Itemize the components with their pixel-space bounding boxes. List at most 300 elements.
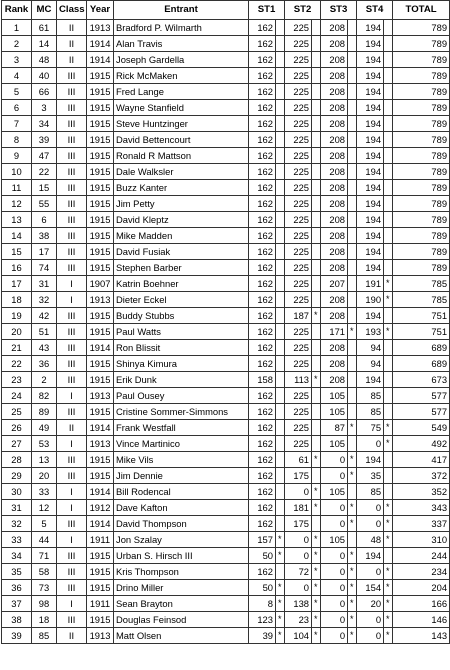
rank-cell: 34 xyxy=(2,548,32,564)
year-cell: 1915 xyxy=(87,452,114,468)
year-cell: 1915 xyxy=(87,244,114,260)
total-cell: 492 xyxy=(393,436,450,452)
st2-penalty-mark xyxy=(312,436,321,452)
mc-cell: 61 xyxy=(32,20,57,36)
table-row xyxy=(2,532,450,548)
st1-penalty-mark xyxy=(276,132,285,148)
st2-penalty-mark xyxy=(312,292,321,308)
table-row xyxy=(2,52,450,68)
rank-cell: 16 xyxy=(2,260,32,276)
st2-penalty-mark xyxy=(312,196,321,212)
rank-cell: 6 xyxy=(2,100,32,116)
rank-cell: 24 xyxy=(2,388,32,404)
st4-cell: 194 xyxy=(357,36,384,52)
entrant-cell: Jim Dennie xyxy=(114,468,249,484)
st2-penalty-mark xyxy=(312,516,321,532)
mc-cell: 6 xyxy=(32,212,57,228)
st2-cell: 23 xyxy=(285,612,312,628)
st1-cell: 162 xyxy=(249,564,276,580)
mc-cell: 51 xyxy=(32,324,57,340)
entrant-cell: Rick McMaken xyxy=(114,68,249,84)
st1-penalty-mark: * xyxy=(276,628,285,644)
st2-cell: 225 xyxy=(285,196,312,212)
rank-cell: 19 xyxy=(2,308,32,324)
entrant-cell: Matt Olsen xyxy=(114,628,249,644)
year-cell: 1915 xyxy=(87,308,114,324)
header-st1: ST1 xyxy=(249,1,285,20)
st4-cell: 85 xyxy=(357,484,384,500)
rank-cell: 39 xyxy=(2,628,32,644)
total-cell: 244 xyxy=(393,548,450,564)
total-cell: 143 xyxy=(393,628,450,644)
st3-penalty-mark: * xyxy=(348,628,357,644)
mc-cell: 82 xyxy=(32,388,57,404)
st3-cell: 0 xyxy=(321,596,348,612)
st1-cell: 162 xyxy=(249,148,276,164)
st4-cell: 194 xyxy=(357,244,384,260)
total-cell: 689 xyxy=(393,356,450,372)
st2-penalty-mark xyxy=(312,340,321,356)
st3-penalty-mark xyxy=(348,532,357,548)
st3-cell: 208 xyxy=(321,356,348,372)
st4-penalty-mark: * xyxy=(384,612,393,628)
class-cell: III xyxy=(57,372,87,388)
rank-cell: 38 xyxy=(2,612,32,628)
st4-penalty-mark xyxy=(384,228,393,244)
st4-penalty-mark xyxy=(384,52,393,68)
st3-cell: 208 xyxy=(321,36,348,52)
st1-cell: 162 xyxy=(249,260,276,276)
rank-cell: 27 xyxy=(2,436,32,452)
st1-penalty-mark: * xyxy=(276,548,285,564)
st1-cell: 162 xyxy=(249,324,276,340)
rank-cell: 21 xyxy=(2,340,32,356)
entrant-cell: Erik Dunk xyxy=(114,372,249,388)
st4-penalty-mark xyxy=(384,68,393,84)
total-cell: 577 xyxy=(393,404,450,420)
st4-penalty-mark: * xyxy=(384,292,393,308)
st3-penalty-mark: * xyxy=(348,596,357,612)
st4-penalty-mark xyxy=(384,404,393,420)
st2-cell: 225 xyxy=(285,164,312,180)
total-cell: 789 xyxy=(393,36,450,52)
rank-cell: 1 xyxy=(2,20,32,36)
st1-penalty-mark xyxy=(276,164,285,180)
total-cell: 673 xyxy=(393,372,450,388)
total-cell: 789 xyxy=(393,212,450,228)
st1-penalty-mark xyxy=(276,500,285,516)
total-cell: 789 xyxy=(393,20,450,36)
st1-cell: 162 xyxy=(249,36,276,52)
st4-penalty-mark: * xyxy=(384,436,393,452)
st2-cell: 225 xyxy=(285,388,312,404)
st3-cell: 208 xyxy=(321,84,348,100)
st2-cell: 61 xyxy=(285,452,312,468)
st1-cell: 162 xyxy=(249,100,276,116)
st2-cell: 72 xyxy=(285,564,312,580)
st2-penalty-mark: * xyxy=(312,532,321,548)
total-cell: 789 xyxy=(393,180,450,196)
total-cell: 337 xyxy=(393,516,450,532)
rank-cell: 26 xyxy=(2,420,32,436)
header-total: TOTAL xyxy=(393,1,450,20)
year-cell: 1915 xyxy=(87,196,114,212)
mc-cell: 89 xyxy=(32,404,57,420)
st4-cell: 194 xyxy=(357,52,384,68)
st2-penalty-mark xyxy=(312,260,321,276)
st1-cell: 162 xyxy=(249,244,276,260)
st1-cell: 162 xyxy=(249,52,276,68)
st1-cell: 162 xyxy=(249,228,276,244)
st3-cell: 208 xyxy=(321,100,348,116)
table-row xyxy=(2,548,450,564)
year-cell: 1914 xyxy=(87,340,114,356)
st1-penalty-mark xyxy=(276,196,285,212)
mc-cell: 3 xyxy=(32,100,57,116)
st1-penalty-mark xyxy=(276,356,285,372)
st3-penalty-mark xyxy=(348,20,357,36)
rank-cell: 3 xyxy=(2,52,32,68)
st2-penalty-mark xyxy=(312,68,321,84)
year-cell: 1911 xyxy=(87,596,114,612)
st4-cell: 0 xyxy=(357,500,384,516)
st4-penalty-mark xyxy=(384,212,393,228)
st3-penalty-mark: * xyxy=(348,324,357,340)
st4-penalty-mark xyxy=(384,244,393,260)
rank-cell: 2 xyxy=(2,36,32,52)
st2-penalty-mark xyxy=(312,132,321,148)
st2-penalty-mark: * xyxy=(312,308,321,324)
st1-cell: 158 xyxy=(249,372,276,388)
class-cell: II xyxy=(57,20,87,36)
entrant-cell: Steve Huntzinger xyxy=(114,116,249,132)
st1-penalty-mark xyxy=(276,564,285,580)
st2-cell: 225 xyxy=(285,84,312,100)
class-cell: III xyxy=(57,148,87,164)
st4-penalty-mark: * xyxy=(384,580,393,596)
entrant-cell: Buddy Stubbs xyxy=(114,308,249,324)
st2-cell: 225 xyxy=(285,292,312,308)
st3-cell: 208 xyxy=(321,164,348,180)
st3-penalty-mark: * xyxy=(348,548,357,564)
st3-penalty-mark xyxy=(348,404,357,420)
mc-cell: 34 xyxy=(32,116,57,132)
st4-cell: 194 xyxy=(357,196,384,212)
st4-cell: 194 xyxy=(357,116,384,132)
total-cell: 549 xyxy=(393,420,450,436)
st3-penalty-mark xyxy=(348,436,357,452)
total-cell: 789 xyxy=(393,52,450,68)
year-cell: 1907 xyxy=(87,276,114,292)
rank-cell: 33 xyxy=(2,532,32,548)
st1-penalty-mark xyxy=(276,420,285,436)
st4-cell: 194 xyxy=(357,452,384,468)
st3-penalty-mark: * xyxy=(348,500,357,516)
st1-penalty-mark: * xyxy=(276,596,285,612)
header-row xyxy=(2,1,450,20)
st3-penalty-mark xyxy=(348,212,357,228)
st1-cell: 162 xyxy=(249,292,276,308)
class-cell: III xyxy=(57,244,87,260)
mc-cell: 71 xyxy=(32,548,57,564)
st1-penalty-mark xyxy=(276,244,285,260)
st4-penalty-mark xyxy=(384,260,393,276)
mc-cell: 17 xyxy=(32,244,57,260)
st3-cell: 208 xyxy=(321,260,348,276)
total-cell: 146 xyxy=(393,612,450,628)
year-cell: 1913 xyxy=(87,628,114,644)
st2-cell: 225 xyxy=(285,340,312,356)
mc-cell: 43 xyxy=(32,340,57,356)
rank-cell: 11 xyxy=(2,180,32,196)
class-cell: III xyxy=(57,452,87,468)
st4-cell: 35 xyxy=(357,468,384,484)
st4-cell: 0 xyxy=(357,516,384,532)
year-cell: 1914 xyxy=(87,36,114,52)
table-row xyxy=(2,612,450,628)
st2-penalty-mark xyxy=(312,52,321,68)
header-st3: ST3 xyxy=(321,1,357,20)
st3-penalty-mark xyxy=(348,164,357,180)
entrant-cell: David Fusiak xyxy=(114,244,249,260)
st4-penalty-mark xyxy=(384,36,393,52)
rank-cell: 32 xyxy=(2,516,32,532)
st3-cell: 208 xyxy=(321,308,348,324)
year-cell: 1915 xyxy=(87,212,114,228)
st2-penalty-mark xyxy=(312,148,321,164)
st4-cell: 194 xyxy=(357,260,384,276)
entrant-cell: David Bettencourt xyxy=(114,132,249,148)
st4-cell: 194 xyxy=(357,180,384,196)
st1-penalty-mark xyxy=(276,20,285,36)
st4-penalty-mark xyxy=(384,308,393,324)
year-cell: 1915 xyxy=(87,148,114,164)
mc-cell: 5 xyxy=(32,516,57,532)
st2-cell: 225 xyxy=(285,356,312,372)
st1-penalty-mark xyxy=(276,308,285,324)
year-cell: 1915 xyxy=(87,260,114,276)
st3-cell: 208 xyxy=(321,244,348,260)
st4-cell: 194 xyxy=(357,372,384,388)
st1-cell: 162 xyxy=(249,180,276,196)
st1-cell: 162 xyxy=(249,276,276,292)
st2-cell: 225 xyxy=(285,276,312,292)
mc-cell: 42 xyxy=(32,308,57,324)
st1-penalty-mark xyxy=(276,228,285,244)
st3-penalty-mark xyxy=(348,372,357,388)
st1-cell: 162 xyxy=(249,468,276,484)
rank-cell: 10 xyxy=(2,164,32,180)
st3-penalty-mark: * xyxy=(348,564,357,580)
table-row xyxy=(2,324,450,340)
st2-penalty-mark xyxy=(312,468,321,484)
mc-cell: 58 xyxy=(32,564,57,580)
st4-cell: 85 xyxy=(357,388,384,404)
st4-cell: 20 xyxy=(357,596,384,612)
st3-cell: 0 xyxy=(321,452,348,468)
entrant-cell: Alan Travis xyxy=(114,36,249,52)
year-cell: 1911 xyxy=(87,532,114,548)
total-cell: 789 xyxy=(393,84,450,100)
st2-penalty-mark xyxy=(312,164,321,180)
class-cell: III xyxy=(57,324,87,340)
table-row xyxy=(2,596,450,612)
total-cell: 789 xyxy=(393,196,450,212)
st3-cell: 207 xyxy=(321,276,348,292)
year-cell: 1915 xyxy=(87,132,114,148)
year-cell: 1915 xyxy=(87,100,114,116)
st1-penalty-mark xyxy=(276,468,285,484)
table-row xyxy=(2,292,450,308)
total-cell: 789 xyxy=(393,116,450,132)
class-cell: III xyxy=(57,564,87,580)
st3-penalty-mark xyxy=(348,52,357,68)
st2-penalty-mark: * xyxy=(312,564,321,580)
st3-penalty-mark xyxy=(348,308,357,324)
class-cell: III xyxy=(57,212,87,228)
class-cell: III xyxy=(57,100,87,116)
mc-cell: 36 xyxy=(32,356,57,372)
st3-cell: 208 xyxy=(321,116,348,132)
year-cell: 1915 xyxy=(87,372,114,388)
st3-cell: 87 xyxy=(321,420,348,436)
table-row xyxy=(2,260,450,276)
class-cell: I xyxy=(57,276,87,292)
year-cell: 1915 xyxy=(87,564,114,580)
year-cell: 1915 xyxy=(87,404,114,420)
st3-cell: 208 xyxy=(321,20,348,36)
st1-cell: 162 xyxy=(249,420,276,436)
st4-penalty-mark xyxy=(384,388,393,404)
entrant-cell: Drino Miller xyxy=(114,580,249,596)
mc-cell: 32 xyxy=(32,292,57,308)
st4-cell: 194 xyxy=(357,84,384,100)
year-cell: 1915 xyxy=(87,580,114,596)
total-cell: 785 xyxy=(393,276,450,292)
st1-cell: 162 xyxy=(249,388,276,404)
st4-penalty-mark: * xyxy=(384,324,393,340)
st3-cell: 208 xyxy=(321,292,348,308)
st4-penalty-mark xyxy=(384,100,393,116)
table-row xyxy=(2,68,450,84)
total-cell: 166 xyxy=(393,596,450,612)
st3-cell: 0 xyxy=(321,468,348,484)
total-cell: 204 xyxy=(393,580,450,596)
st4-cell: 194 xyxy=(357,148,384,164)
st2-cell: 181 xyxy=(285,500,312,516)
st4-cell: 94 xyxy=(357,340,384,356)
st3-penalty-mark: * xyxy=(348,580,357,596)
st1-penalty-mark xyxy=(276,52,285,68)
st1-cell: 162 xyxy=(249,436,276,452)
table-row xyxy=(2,356,450,372)
st4-penalty-mark xyxy=(384,548,393,564)
st2-cell: 225 xyxy=(285,20,312,36)
st1-cell: 8 xyxy=(249,596,276,612)
entrant-cell: David Kleptz xyxy=(114,212,249,228)
st1-cell: 123 xyxy=(249,612,276,628)
table-row xyxy=(2,164,450,180)
mc-cell: 47 xyxy=(32,148,57,164)
st3-penalty-mark xyxy=(348,180,357,196)
st1-cell: 162 xyxy=(249,516,276,532)
rank-cell: 13 xyxy=(2,212,32,228)
st4-penalty-mark xyxy=(384,84,393,100)
total-cell: 352 xyxy=(393,484,450,500)
mc-cell: 44 xyxy=(32,532,57,548)
total-cell: 417 xyxy=(393,452,450,468)
st4-cell: 194 xyxy=(357,164,384,180)
st3-cell: 0 xyxy=(321,580,348,596)
st4-cell: 190 xyxy=(357,292,384,308)
year-cell: 1915 xyxy=(87,68,114,84)
st1-cell: 162 xyxy=(249,308,276,324)
st4-penalty-mark xyxy=(384,372,393,388)
st2-cell: 175 xyxy=(285,516,312,532)
rank-cell: 18 xyxy=(2,292,32,308)
st1-cell: 162 xyxy=(249,404,276,420)
results-body xyxy=(2,20,450,644)
st3-penalty-mark xyxy=(348,340,357,356)
rank-cell: 17 xyxy=(2,276,32,292)
table-row xyxy=(2,580,450,596)
st4-cell: 194 xyxy=(357,68,384,84)
st1-penalty-mark: * xyxy=(276,612,285,628)
st2-cell: 225 xyxy=(285,228,312,244)
rank-cell: 30 xyxy=(2,484,32,500)
st4-cell: 194 xyxy=(357,228,384,244)
table-row xyxy=(2,628,450,644)
st3-cell: 208 xyxy=(321,212,348,228)
st4-penalty-mark: * xyxy=(384,628,393,644)
st3-penalty-mark xyxy=(348,84,357,100)
class-cell: III xyxy=(57,340,87,356)
class-cell: I xyxy=(57,532,87,548)
table-row xyxy=(2,148,450,164)
class-cell: III xyxy=(57,404,87,420)
st1-cell: 162 xyxy=(249,500,276,516)
entrant-cell: Paul Ousey xyxy=(114,388,249,404)
st2-cell: 225 xyxy=(285,52,312,68)
table-row xyxy=(2,36,450,52)
class-cell: I xyxy=(57,292,87,308)
mc-cell: 31 xyxy=(32,276,57,292)
st4-penalty-mark xyxy=(384,356,393,372)
st3-penalty-mark xyxy=(348,148,357,164)
table-row xyxy=(2,420,450,436)
st4-penalty-mark xyxy=(384,164,393,180)
st4-cell: 154 xyxy=(357,580,384,596)
st3-cell: 208 xyxy=(321,228,348,244)
st1-cell: 157 xyxy=(249,532,276,548)
class-cell: III xyxy=(57,84,87,100)
class-cell: III xyxy=(57,580,87,596)
st3-penalty-mark xyxy=(348,260,357,276)
mc-cell: 55 xyxy=(32,196,57,212)
st3-penalty-mark xyxy=(348,276,357,292)
rank-cell: 25 xyxy=(2,404,32,420)
year-cell: 1914 xyxy=(87,516,114,532)
mc-cell: 40 xyxy=(32,68,57,84)
st1-cell: 162 xyxy=(249,196,276,212)
st2-cell: 225 xyxy=(285,180,312,196)
header-entrant: Entrant xyxy=(114,1,249,20)
year-cell: 1915 xyxy=(87,468,114,484)
st2-penalty-mark xyxy=(312,276,321,292)
st2-penalty-mark: * xyxy=(312,628,321,644)
st4-penalty-mark: * xyxy=(384,420,393,436)
rank-cell: 15 xyxy=(2,244,32,260)
